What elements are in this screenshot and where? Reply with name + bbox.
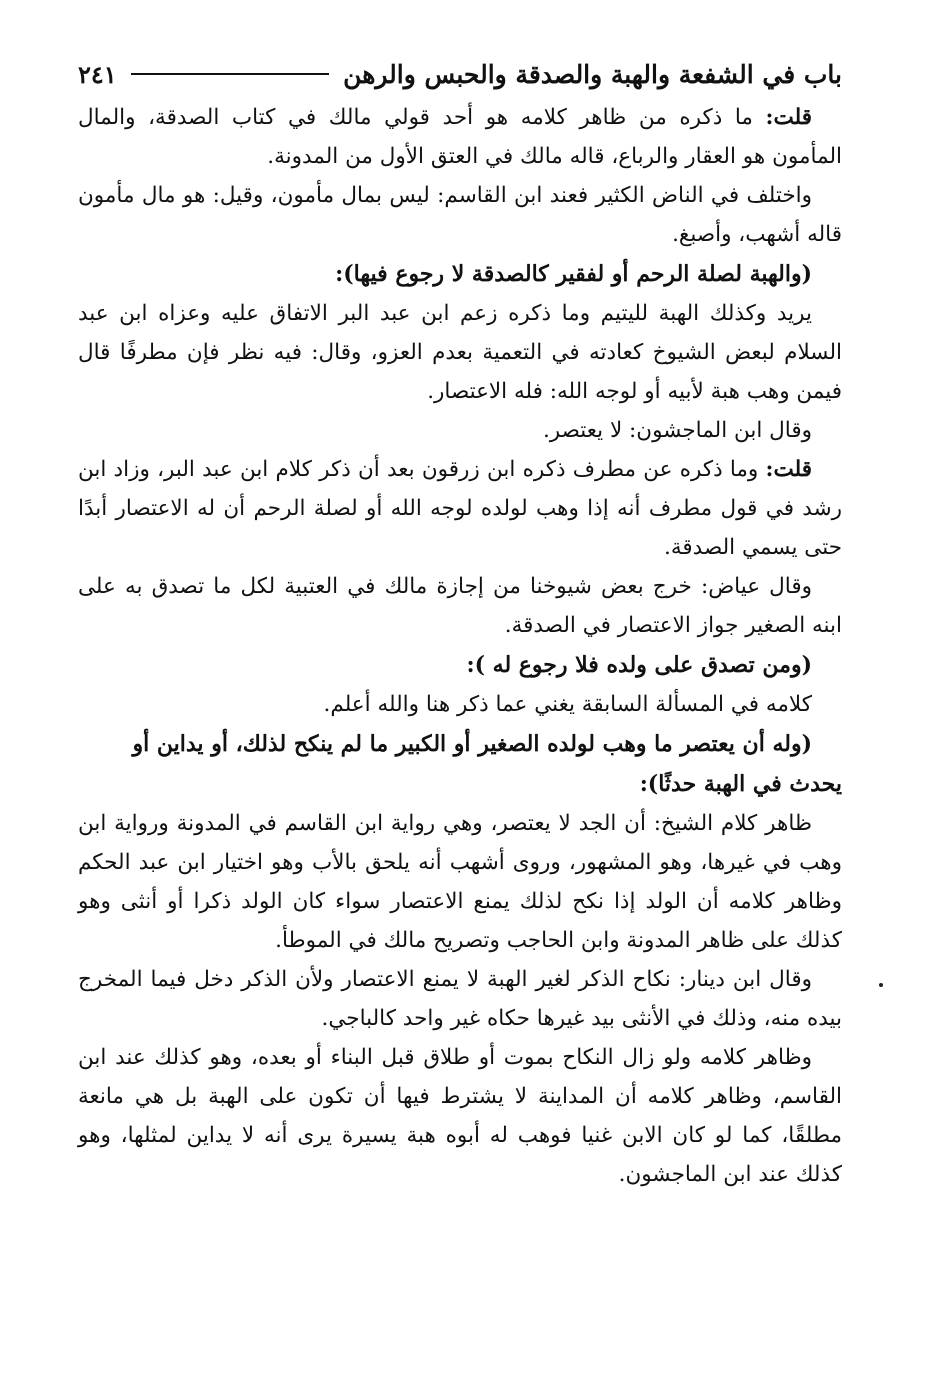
running-header [78,52,842,96]
paragraph [78,960,842,1038]
section-heading: (ومن تصدق على ولده فلا رجوع له ): [466,652,812,678]
paragraph [78,294,842,411]
paragraph [78,176,842,254]
section-heading: (وله أن يعتصر ما وهب لولده الصغير أو الكبير ما لم ينكح لذلك، أو يداين أو يحدث في الهبة حدثًا): [132,731,842,797]
paragraph [78,567,842,645]
header-rule [131,73,330,75]
paragraph [78,98,842,176]
paragraph [78,685,842,724]
paragraph [78,450,842,567]
margin-dot [879,983,883,987]
page-number: ٢٤١ [78,59,117,89]
paragraph-text: وقال عياض: خرج بعض شيوخنا من إجازة مالك في العتبية لكل ما تصدق به على ابنه الصغير جواز الاعتصار في الصدقة. [78,574,842,638]
page-body [78,98,842,1194]
paragraph-text: ما ذكره من ظاهر كلامه هو أحد قولي مالك في كتاب الصدقة، والمال المأمون هو العقار والرباع، قاله مالك في العتق الأول من المدونة. [78,105,842,169]
paragraph-lead: قلت: [765,105,812,130]
paragraph-text: وظاهر كلامه ولو زال النكاح بموت أو طلاق قبل البناء أو بعده، وهو كذلك عند ابن القاسم، وظاهر كلامه أن المداينة لا يشترط فيها أن تكون على الهبة بل هي مانعة مطلقًا، كما لو كان الابن غنيا فوهب له أبوه هبة يسيرة يرى أنه لا يداين لمثلها، وهو كذلك عند ابن الماجشون. [78,1045,842,1187]
paragraph-text: كلامه في المسألة السابقة يغني عما ذكر هنا والله أعلم. [323,692,812,717]
paragraph-text: واختلف في الناض الكثير فعند ابن القاسم: ليس بمال مأمون، وقيل: هو مال مأمون قاله أشهب، وأصبغ. [78,183,842,247]
paragraph-text: وما ذكره عن مطرف ذكره ابن زرقون بعد أن ذكر كلام ابن عبد البر، وزاد ابن رشد في قول مطرف أنه إذا وهب لولده لوجه الله أو لصلة الرحم أن له الاعتصار أبدًا حتى يسمي الصدقة. [78,457,842,560]
paragraph [78,411,842,450]
paragraph-text: وقال ابن الماجشون: لا يعتصر. [542,418,812,443]
paragraph-text: يريد وكذلك الهبة لليتيم وما ذكره زعم ابن عبد البر الاتفاق عليه وعزاه ابن عبد السلام لبعض الشيوخ كعادته في التعمية بعدم العزو، وقال: فيه نظر فإن مطرفًا قال فيمن وهب هبة لأبيه أو لوجه الله: فله الاعتصار. [78,301,842,404]
paragraph-text: ظاهر كلام الشيخ: أن الجد لا يعتصر، وهي رواية ابن القاسم في المدونة ورواية ابن وهب في غيرها، وهو المشهور، وروى أشهب أنه يلحق بالأب وهو اختيار ابن عبد الحكم وظاهر كلامه أن الولد إذا نكح لذلك يمنع الاعتصار سواء كان الولد ذكرا أو أنثى وهو كذلك على ظاهر المدونة وابن الحاجب وتصريح مالك في الموطأ. [78,811,842,953]
chapter-title: باب في الشفعة والهبة والصدقة والحبس والرهن [343,59,842,89]
paragraph-text: وقال ابن دينار: نكاح الذكر لغير الهبة لا يمنع الاعتصار ولأن الذكر دخل فيما المخرج بيده منه، وذلك في الأنثى بيد غيرها حكاه غير واحد كالباجي. [78,967,842,1031]
paragraph-lead: قلت: [765,457,812,482]
paragraph [78,1038,842,1194]
paragraph [78,804,842,960]
section-heading: (والهبة لصلة الرحم أو لفقير كالصدقة لا رجوع فيها): [335,261,812,287]
book-page [78,52,842,1362]
